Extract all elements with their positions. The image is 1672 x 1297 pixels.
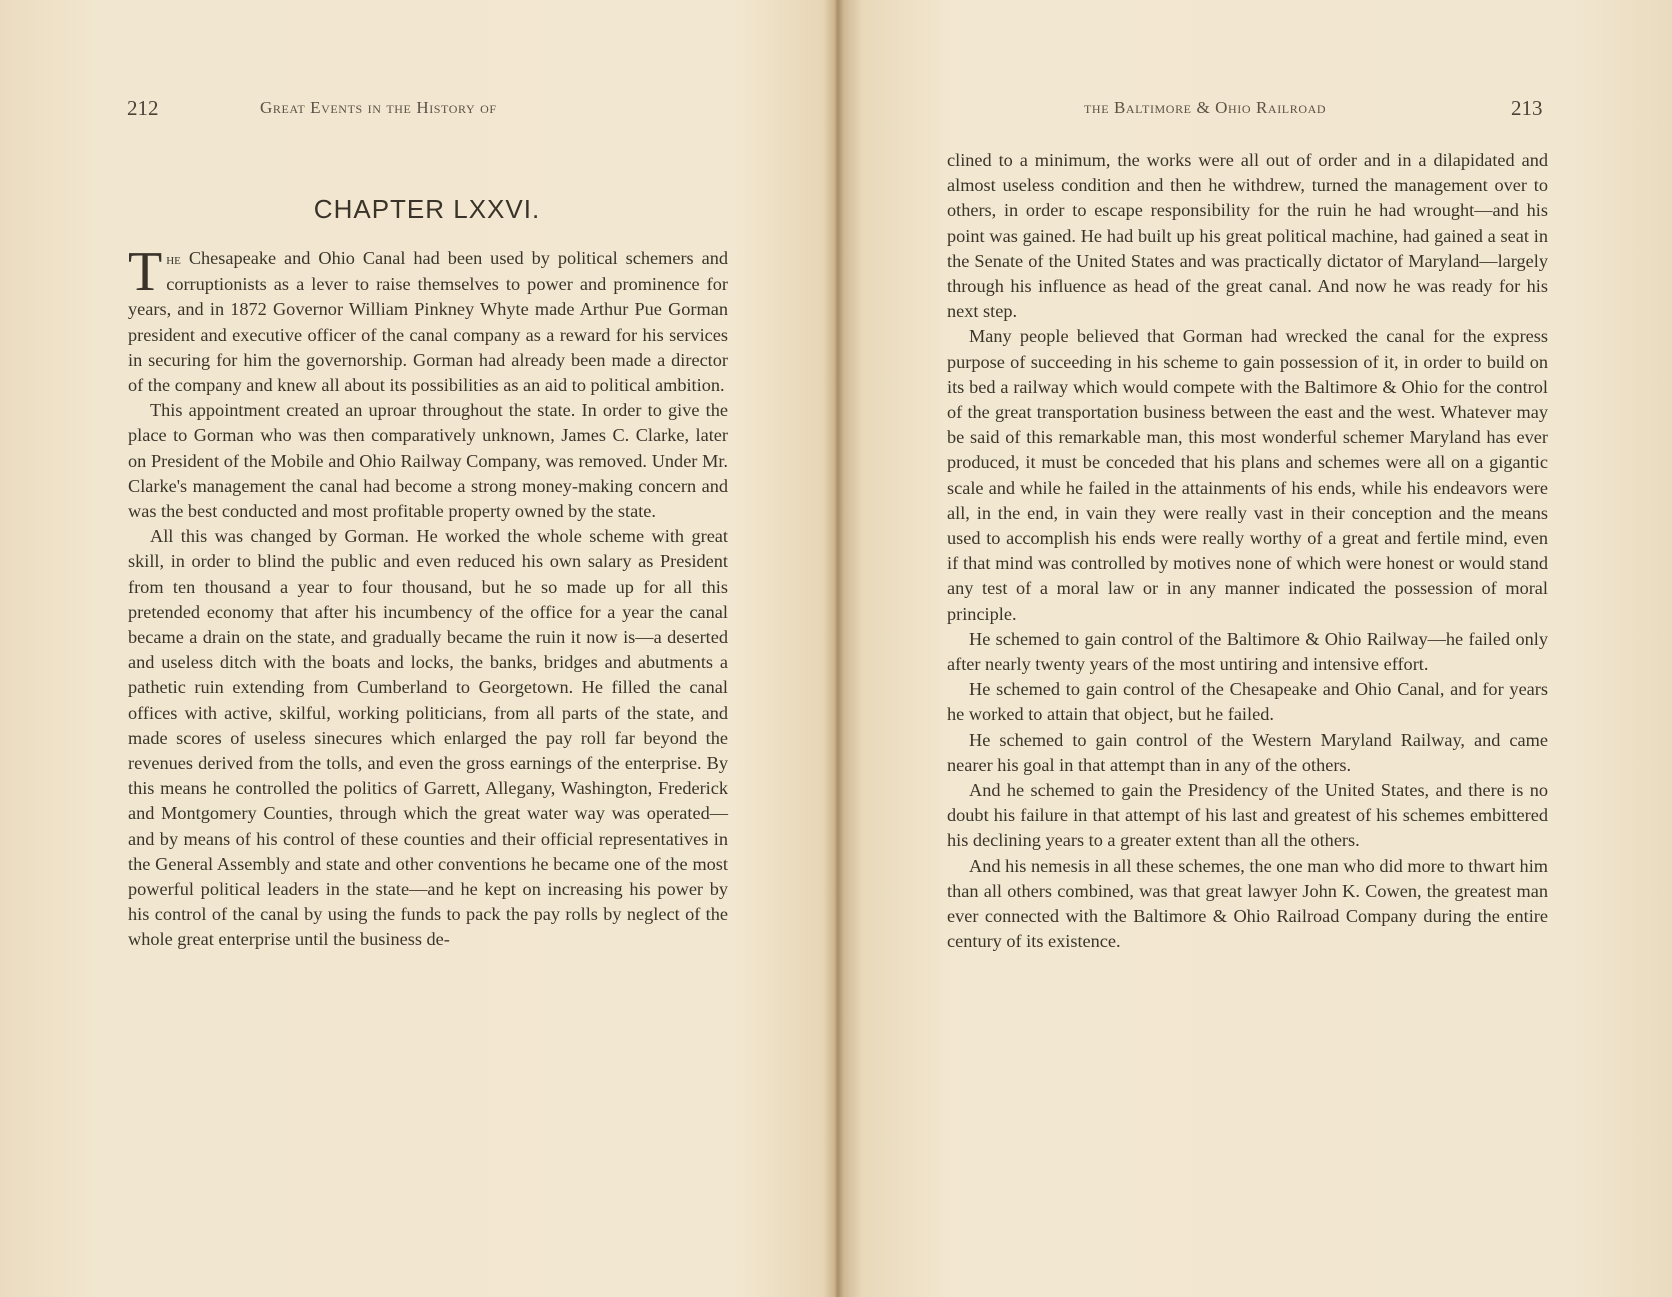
paragraph: He schemed to gain control of the Chesapeake and Ohio Canal, and for years he worked to attain that object, but he failed. — [947, 679, 1548, 725]
body-text — [128, 241, 728, 953]
drop-cap: T — [128, 241, 163, 303]
running-head: the Baltimore & Ohio Railroad — [1084, 98, 1327, 117]
body-text — [947, 148, 1548, 955]
paragraph: He schemed to gain control of the Western Maryland Railway, and came nearer his goal in that attempt than in any of the others. — [947, 729, 1548, 775]
page-number: 212 — [127, 96, 159, 120]
chapter-title: CHAPTER LXXVI. — [313, 194, 541, 224]
lead-word: he — [166, 251, 181, 268]
page-number: 213 — [1511, 96, 1543, 120]
paragraph: All this was changed by Gorman. He worked the whole scheme with great skill, in order to blind the public and even reduced his own salary as President from ten thousand a year to four thousand, but he so made up for all this pretended economy that after his incumbency of the office for a year the canal became a drain on the state, and gradually became the ruin it now is—a deserted and useless ditch with the boats and locks, the banks, bridges and abutments a pathetic ruin extending from Cumberland to Georgetown. He filled the canal offices with active, skilful, working politicians, from all parts of the state, and made scores of useless sinecures which enlarged the pay roll far beyond the revenues derived from the tolls, and even the gross earnings of the enterprise. By this means he controlled the politics of Garrett, Allegany, Washington, Frederick and Montgomery Counties, through which the great water way was operated—and by means of his control of these counties and their official representatives in the General Assembly and state and other conventions he became one of the most powerful political leaders in the state—and he kept on increasing his power by his control of the canal by using the funds to pack the pay rolls by neglect of the whole great enterprise until the business de- — [128, 526, 728, 950]
paragraph — [128, 241, 728, 398]
paragraph-text: Chesapeake and Ohio Canal had been used by political schemers and corruptionists as a lever to raise themselves to power and prominence for years, and in 1872 Governor William Pinkney Whyte made Arthur Pue Gorman president and executive officer of the canal company as a reward for his services in securing for him the governorship. Gorman had already been made a director of the company and knew all about its possibilities as an aid to political ambition. — [128, 248, 728, 396]
paragraph: Many people believed that Gorman had wrecked the canal for the express purpose of succeeding in his scheme to gain possession of it, in order to build on its bed a railway which would compete with the Baltimore & Ohio for the control of the great transportation business between the east and the west. Whatever may be said of this remarkable man, this most wonderful schemer Maryland has ever produced, it must be conceded that his plans and schemes were all on a gigantic scale and while he failed in the attainments of his ends, while his endeavors were all, in the end, in vain they were really vast in their conception and the means used to accomplish his ends were really worthy of a great and fertile mind, even if that mind was controlled by motives none of which were honest or would stand any test of a moral law or in any manner indicated the possession of moral principle. — [947, 326, 1548, 624]
paragraph: clined to a minimum, the works were all out of order and in a dilapidated and almost useless condition and then he withdrew, turned the management over to others, in order to escape responsibility for the ruin he had wrought—and his point was gained. He had built up his great political machine, had gained a seat in the Senate of the United States and was practically dictator of Maryland—largely through his influence as head of the great canal. And now he was ready for his next step. — [947, 150, 1548, 322]
paragraph: And his nemesis in all these schemes, the one man who did more to thwart him than all others combined, was that great lawyer John K. Cowen, the greatest man ever connected with the Baltimore & Ohio Railroad Company during the entire century of its existence. — [947, 855, 1548, 952]
right-page — [836, 0, 1672, 1297]
paragraph: He schemed to gain control of the Baltimore & Ohio Railway—he failed only after nearly twenty years of the most untiring and intensive effort. — [947, 628, 1548, 675]
paragraph: And he schemed to gain the Presidency of the United States, and there is no doubt his failure in that attempt of his last and greatest of his schemes embittered his declining years to a greater extent than all the others. — [947, 780, 1548, 851]
paragraph: This appointment created an uproar throughout the state. In order to give the place to Gorman who was then comparatively unknown, James C. Clarke, later on President of the Mobile and Ohio Railway Company, was removed. Under Mr. Clarke's management the canal had become a strong money-making concern and was the best conducted and most profitable property owned by the state. — [128, 400, 728, 522]
running-head: Great Events in the History of — [260, 98, 497, 117]
